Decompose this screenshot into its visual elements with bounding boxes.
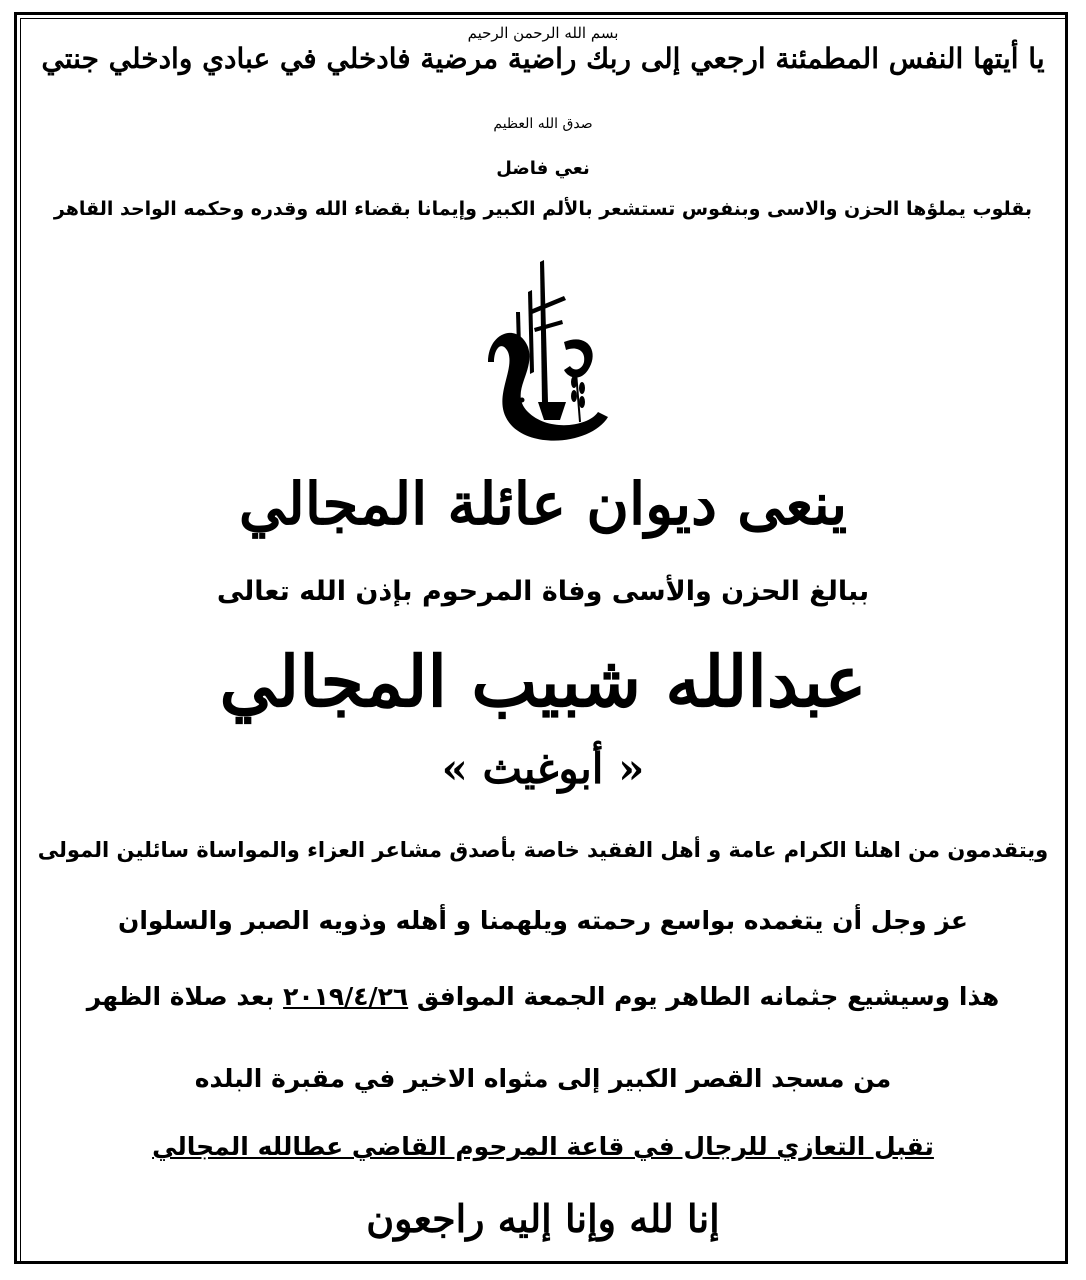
condolence-line-1: ويتقدمون من اهلنا الكرام عامة و أهل الفقيد خاصة بأصدق مشاعر العزاء والمواساة سائلين المولى: [37, 838, 1049, 862]
basmala: بسم الله الرحمن الرحيم: [467, 24, 619, 42]
notice-label: نعي فاضل: [496, 158, 590, 179]
funeral-line: [0, 982, 1086, 1011]
funeral-route: من مسجد القصر الكبير إلى مثواه الاخير في مقبرة البلده: [194, 1064, 892, 1093]
announcer-heading: ينعى ديوان عائلة المجالي: [238, 470, 848, 538]
quran-verse: يا أيتها النفس المطمئنة ارجعي إلى ربك راضية مرضية فادخلي في عبادي وادخلي جنتي: [41, 42, 1045, 75]
deceased-kunya: « أبوغيث »: [441, 744, 645, 793]
funeral-date: ٢٠١٩/٤/٢٦: [283, 982, 409, 1011]
deceased-name: عبدالله شبيب المجالي: [219, 640, 867, 723]
condolence-line-2: عز وجل أن يتغمده بواسع رحمته ويلهمنا و أهله وذويه الصبر والسلوان: [118, 906, 968, 935]
funeral-text: هذا وسيشيع جثمانه الطاهر يوم الجمعة الموافق: [416, 982, 1000, 1011]
family-calligraphy-logo-icon: [468, 252, 618, 452]
intro-text: بقلوب يملؤها الحزن والاسى وبنفوس تستشعر بالألم الكبير وإيمانا بقضاء الله وقدره وحكمه الواحد القاهر: [53, 198, 1033, 220]
funeral-after: بعد صلاة الظهر: [86, 982, 275, 1011]
closing-verse: إنا لله وإنا إليه راجعون: [366, 1196, 720, 1241]
sadaq-allah: صدق الله العظيم: [493, 116, 593, 132]
death-announcement: ببالغ الحزن والأسى وفاة المرحوم بإذن الله تعالى: [216, 576, 870, 607]
condolence-venue: تقبل التعازي للرجال في قاعة المرحوم القاضي عطالله المجالي: [152, 1132, 934, 1161]
